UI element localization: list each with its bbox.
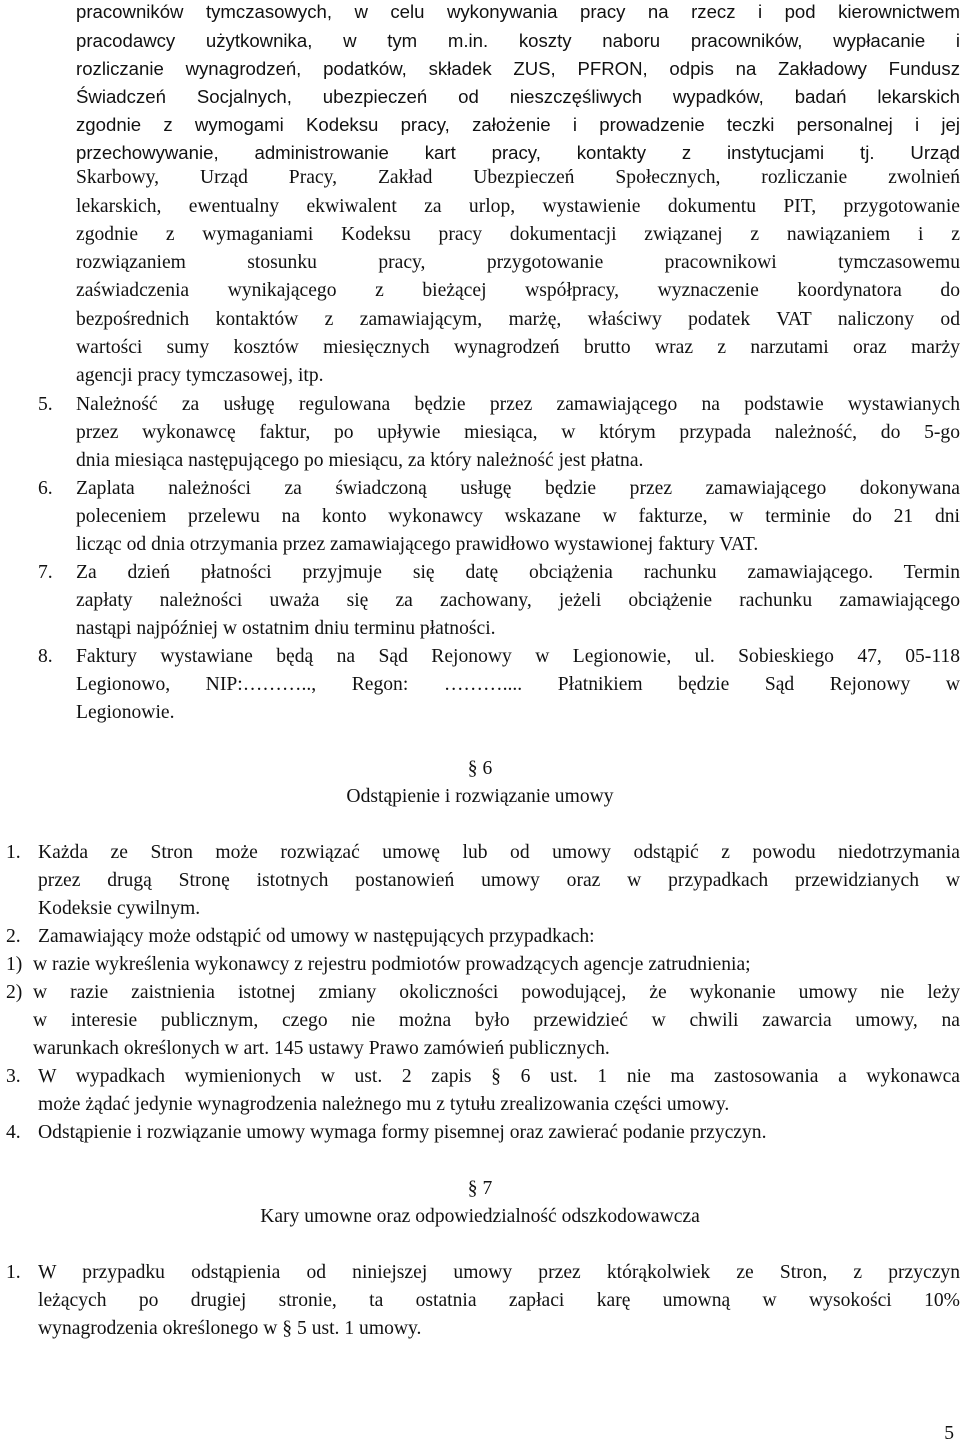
list-number: 7. (38, 562, 53, 583)
list-item-line: w interesie publicznym, czego nie można było przewidzieć w chwili zawarcia umowy, na (33, 1010, 960, 1031)
list-item-line: Należność za usługę regulowana będzie przez zamawiającego na podstawie wystawianych (76, 394, 960, 415)
section-number: § 6 (467, 758, 493, 779)
list-item-line: Każda ze Stron może rozwiązać umowę lub od umowy odstąpić z powodu niedotrzymania (38, 842, 960, 863)
list-number: 8. (38, 646, 53, 667)
list-number: 1) (6, 954, 23, 975)
list-number: 4. (6, 1122, 21, 1143)
list-item-line: w razie zaistnienia istotnej zmiany okoliczności powodującej, że wykonanie umowy nie leży (33, 982, 960, 1003)
list-item-line: Odstąpienie i rozwiązanie umowy wymaga formy pisemnej oraz zawierać podanie przyczyn. (38, 1122, 767, 1143)
list-item-line: może żądać jedynie wynagrodzenia należnego mu z tytułu zrealizowania części umowy. (38, 1094, 730, 1115)
list-item-line: Legionowo, NIP:……….., Regon: ……….... Płatnikiem będzie Sąd Rejonowy w (76, 674, 960, 695)
list-number: 3. (6, 1066, 21, 1087)
list-item-line: poleceniem przelewu na konto wykonawcy wskazane w fakturze, w terminie do 21 dni (76, 506, 960, 527)
list-item-line: warunkach określonych w art. 145 ustawy Prawo zamówień publicznych. (33, 1038, 610, 1059)
paragraph-line: agencji pracy tymczasowej, itp. (76, 365, 324, 386)
paragraph-line: Skarbowy, Urząd Pracy, Zakład Ubezpieczeń Społecznych, rozliczanie zwolnień (76, 167, 960, 188)
list-item-line: dnia miesiąca następującego po miesiącu, za który należność jest płatna. (76, 450, 644, 471)
list-number: 2. (6, 926, 21, 947)
list-item-line: przez wykonawcę faktur, po upływie miesiąca, w którym przypada należność, do 5-go (76, 422, 960, 443)
paragraph-line: pracodawcy użytkownika, w tym m.in. koszty naboru pracowników, wypłacanie i (76, 30, 960, 51)
page-number: 5 (944, 1423, 954, 1444)
list-item-line: W wypadkach wymienionych w ust. 2 zapis § 6 ust. 1 nie ma zastosowania a wykonawca (38, 1066, 960, 1087)
list-item-line: Kodeksie cywilnym. (38, 898, 201, 919)
list-item-line: Faktury wystawiane będą na Sąd Rejonowy w Legionowie, ul. Sobieskiego 47, 05-118 (76, 646, 960, 667)
paragraph-line: zaświadczenia wynikającego z bieżącej współpracy, wyznaczenie koordynatora do (76, 280, 960, 301)
list-item-line: zapłaty należności uważa się za zachowany, jeżeli obciążenie rachunku zamawiającego (76, 590, 960, 611)
list-item-line: Zaplata należności za świadczoną usługę będzie przez zamawiającego dokonywana (76, 478, 960, 499)
list-number: 6. (38, 478, 53, 499)
paragraph-line: rozwiązaniem stosunku pracy, przygotowanie pracownikowi tymczasowemu (76, 252, 960, 273)
list-item-line: w razie wykreślenia wykonawcy z rejestru podmiotów prowadzących agencje zatrudnienia; (33, 954, 751, 975)
list-item-line: przez drugą Stronę istotnych postanowień umowy oraz w przypadkach przewidzianych w (38, 870, 960, 891)
list-number: 5. (38, 394, 53, 415)
paragraph-line: pracowników tymczasowych, w celu wykonywania pracy na rzecz i pod kierownictwem (76, 1, 960, 22)
list-item-line: nastąpi najpóźniej w ostatnim dniu terminu płatności. (76, 618, 496, 639)
paragraph-line: zgodnie z wymaganiami Kodeksu pracy dokumentacji związanej z nawiązaniem i z (76, 224, 960, 245)
list-number: 2) (6, 982, 23, 1003)
paragraph-line: Świadczeń Socjalnych, ubezpieczeń od nieszczęśliwych wypadków, badań lekarskich (76, 86, 960, 107)
list-item-line: Zamawiający może odstąpić od umowy w następujących przypadkach: (38, 926, 595, 947)
paragraph-line: bezpośrednich kontaktów z zamawiającym, marżę, właściwy podatek VAT naliczony od (76, 309, 960, 330)
list-item-line: wynagrodzenia określonego w § 5 ust. 1 umowy. (38, 1318, 422, 1339)
list-item-line: W przypadku odstąpienia od niniejszej umowy przez którąkolwiek ze Stron, z przyczyn (38, 1262, 960, 1283)
section-title: Kary umowne oraz odpowiedzialność odszkodowawcza (260, 1206, 700, 1227)
list-item-line: Za dzień płatności przyjmuje się datę obciążenia rachunku zamawiającego. Termin (76, 562, 960, 583)
section-title: Odstąpienie i rozwiązanie umowy (346, 786, 614, 807)
section-number: § 7 (467, 1178, 493, 1199)
paragraph-line: zgodnie z wymogami Kodeksu pracy, założenie i prowadzenie teczki personalnej i jej (76, 114, 960, 135)
list-number: 1. (6, 1262, 21, 1283)
list-item-line: leżących po drugiej stronie, ta ostatnia zapłaci karę umowną w wysokości 10% (38, 1290, 960, 1311)
paragraph-line: lekarskich, ewentualny ekwiwalent za urlop, wystawienie dokumentu PIT, przygotowanie (76, 196, 960, 217)
paragraph-line: wartości sumy kosztów miesięcznych wynagrodzeń brutto wraz z narzutami oraz marży (76, 337, 960, 358)
list-item-line: licząc od dnia otrzymania przez zamawiającego prawidłowo wystawionej faktury VAT. (76, 534, 759, 555)
list-item-line: Legionowie. (76, 702, 175, 723)
list-number: 1. (6, 842, 21, 863)
paragraph-line: przechowywanie, administrowanie kart pracy, kontakty z instytucjami tj. Urząd (76, 142, 960, 163)
paragraph-line: rozliczanie wynagrodzeń, podatków, składek ZUS, PFRON, odpis na Zakładowy Fundusz (76, 58, 960, 79)
